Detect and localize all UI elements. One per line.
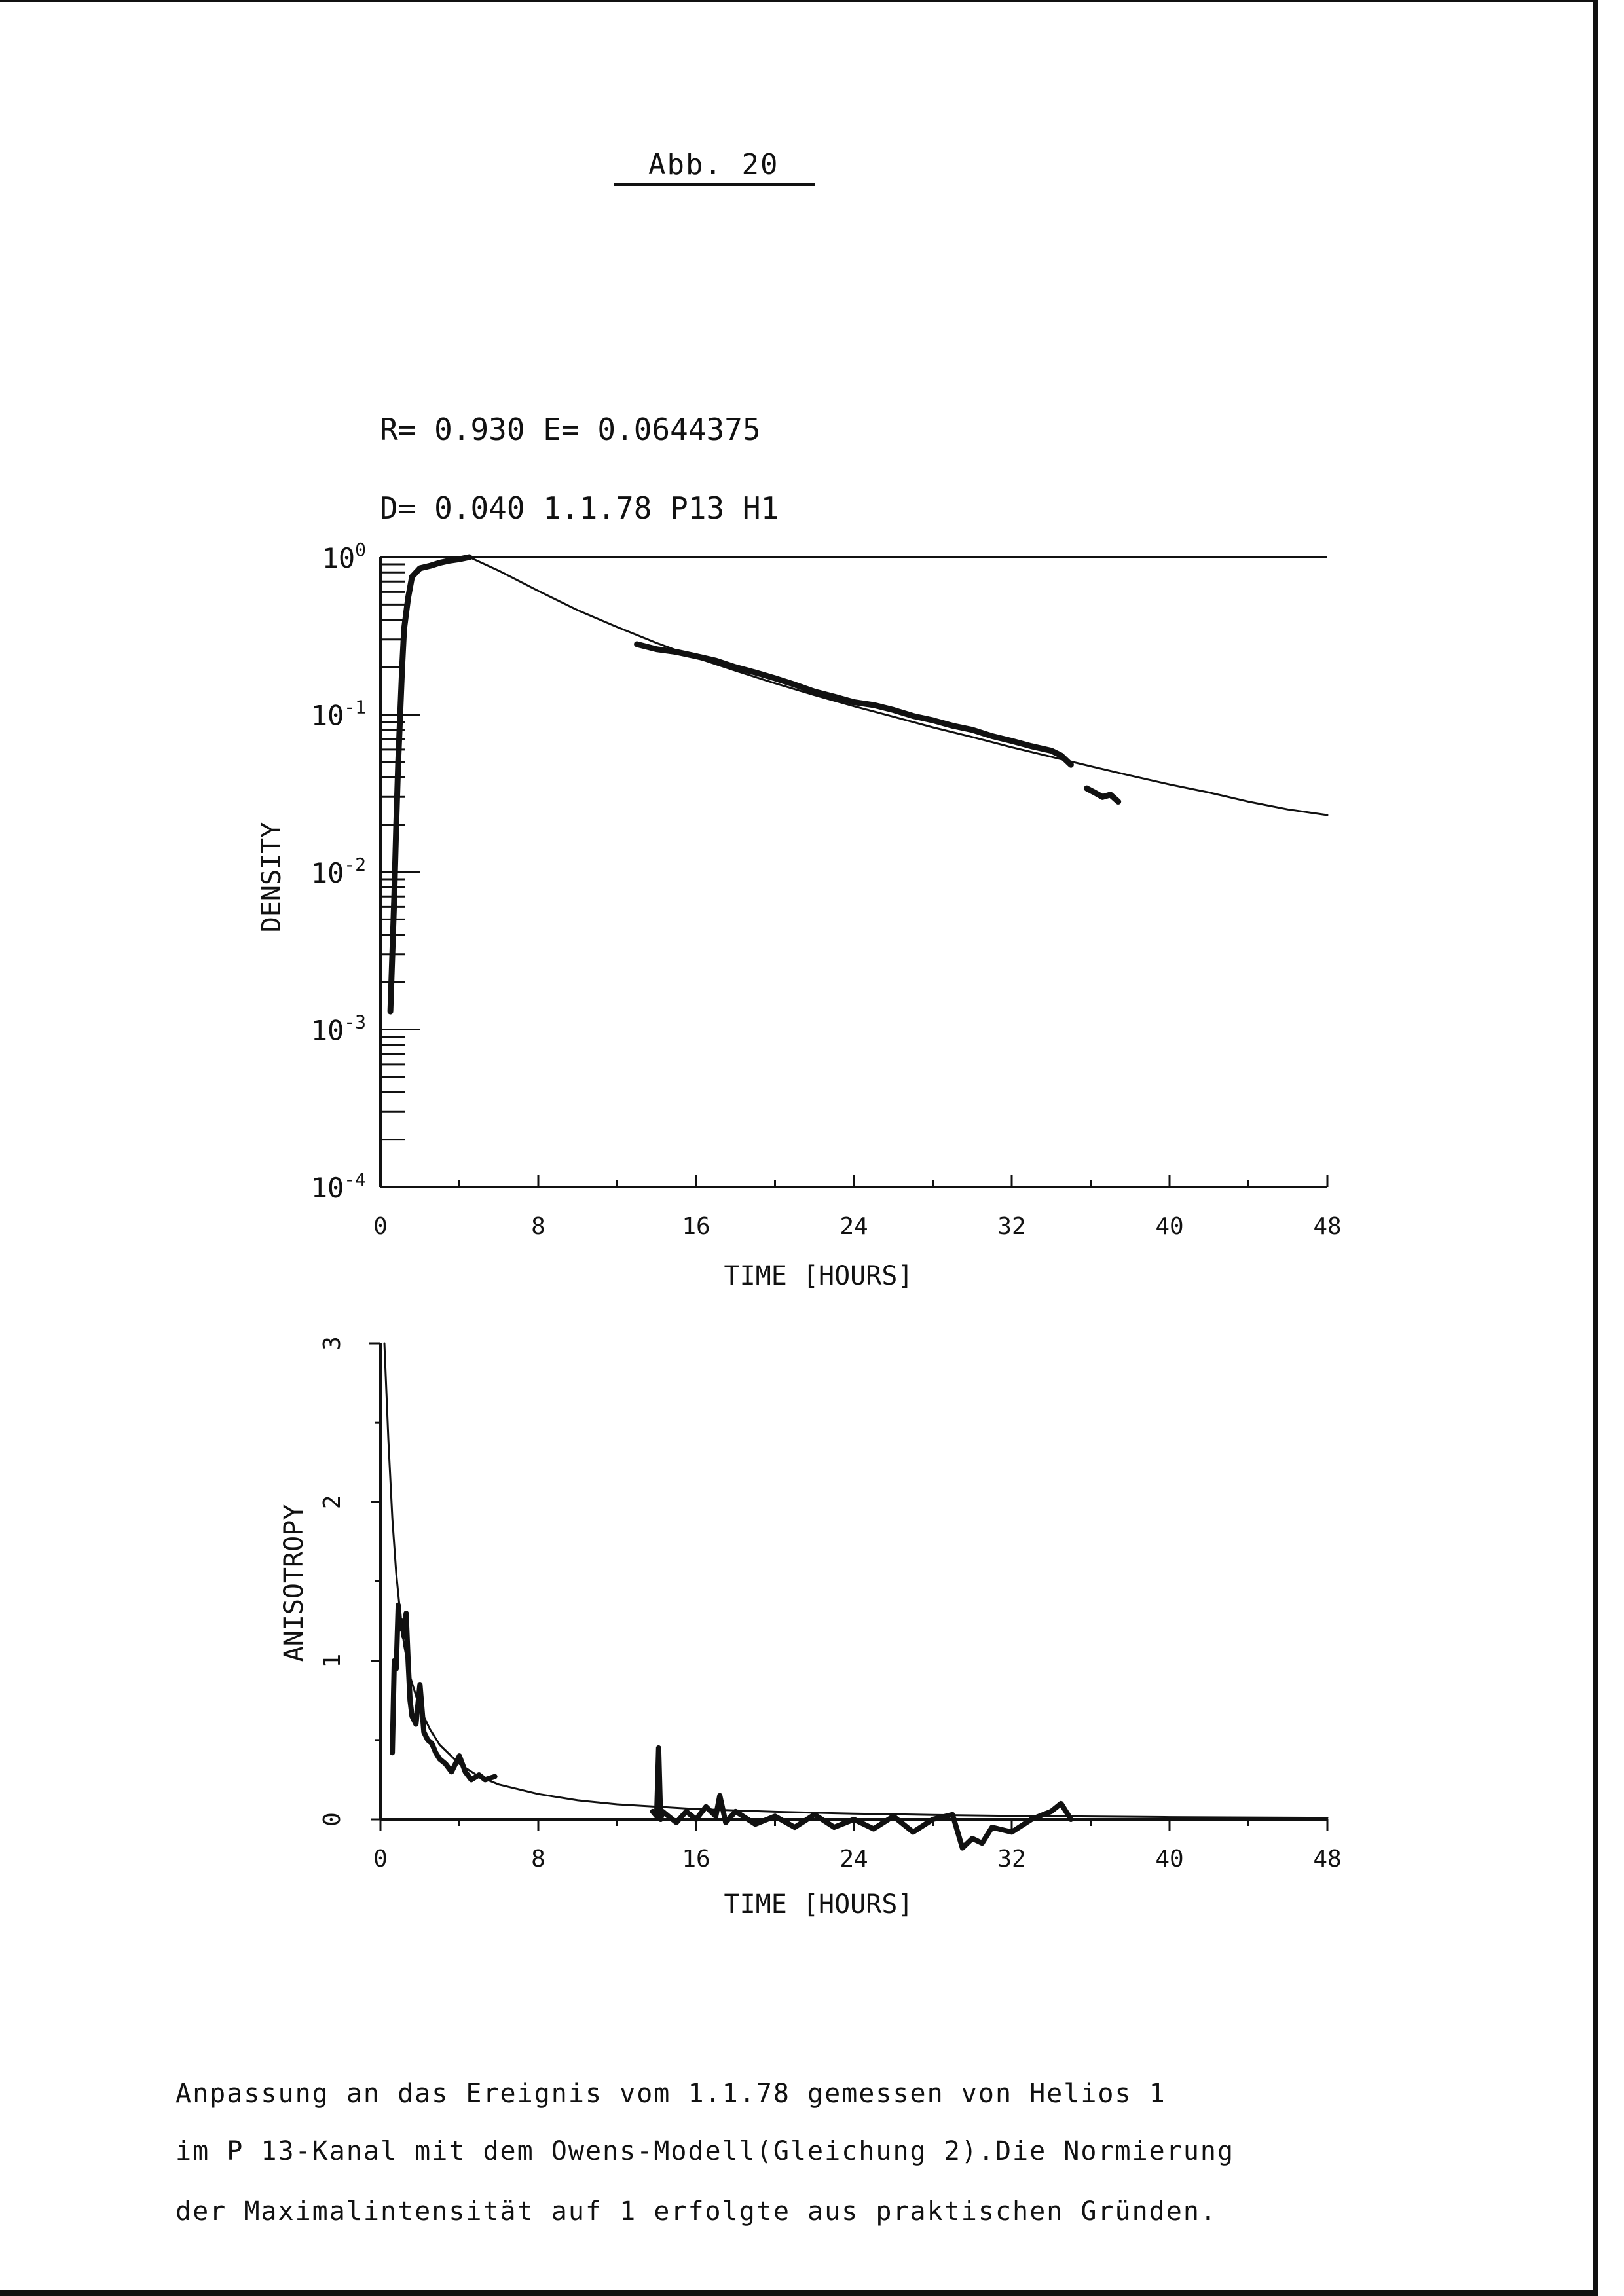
density-y-tick-label: $10^{-4}$ (310, 1169, 366, 1204)
caption-line-1: Anpassung an das Ereignis vom 1.1.78 gemessen von Helios 1 (175, 2079, 1166, 2109)
density-y-tick-label: $10^{-1}$ (310, 696, 366, 732)
chart-annotation-fit-params: R= 0.930 E= 0.0644375 (380, 412, 761, 447)
anisotropy-x-tick-label: 16 (682, 1846, 710, 1872)
anisotropy-x-tick-label: 32 (997, 1846, 1026, 1872)
anisotropy-y-tick-label: 3 (319, 1336, 346, 1351)
density-x-tick-label: 24 (840, 1213, 868, 1240)
density-x-tick-label: 0 (373, 1213, 388, 1240)
anisotropy-chart (319, 1336, 1342, 1872)
density-measured-data-line (390, 557, 470, 1011)
density-measured-data-line (1087, 788, 1118, 801)
anisotropy-y-tick-label: 1 (319, 1653, 346, 1668)
anisotropy-x-tick-label: 48 (1313, 1846, 1342, 1872)
anisotropy-x-axis-label: TIME [HOURS] (724, 1889, 913, 1920)
density-x-tick-label: 40 (1155, 1213, 1184, 1240)
anisotropy-x-tick-label: 40 (1155, 1846, 1184, 1872)
anisotropy-y-tick-label: 2 (319, 1495, 346, 1510)
density-y-tick-label: $10^{-2}$ (310, 854, 366, 889)
anisotropy-x-tick-label: 8 (531, 1846, 545, 1872)
density-x-axis-label: TIME [HOURS] (724, 1261, 913, 1291)
anisotropy-y-tick-label: 0 (319, 1812, 346, 1827)
density-model-fit-curve (470, 557, 1327, 815)
density-y-tick-label: $10^{-3}$ (310, 1011, 366, 1047)
caption-line-3: der Maximalintensität auf 1 erfolgte aus praktischen Gründen. (175, 2196, 1218, 2227)
anisotropy-measured-data-line (392, 1605, 495, 1780)
density-x-tick-label: 16 (682, 1213, 710, 1240)
anisotropy-y-axis-label: ANISOTROPY (279, 1504, 309, 1662)
density-x-tick-label: 32 (997, 1213, 1026, 1240)
density-y-tick-label: $10^0$ (322, 539, 366, 574)
density-y-axis-label: DENSITY (257, 822, 287, 933)
density-x-tick-label: 48 (1313, 1213, 1342, 1240)
anisotropy-model-fit-curve (384, 1343, 1327, 1818)
anisotropy-measured-data-line (653, 1748, 1071, 1848)
density-chart (311, 539, 1342, 1240)
density-x-tick-label: 8 (531, 1213, 545, 1240)
caption-line-2: im P 13-Kanal mit dem Owens-Modell(Gleichung 2).Die Normierung (175, 2136, 1235, 2166)
chart-annotation-event-id: D= 0.040 1.1.78 P13 H1 (380, 490, 779, 526)
figure-title: Abb. 20 (648, 148, 779, 181)
anisotropy-x-tick-label: 0 (373, 1846, 388, 1872)
anisotropy-x-tick-label: 24 (840, 1846, 868, 1872)
